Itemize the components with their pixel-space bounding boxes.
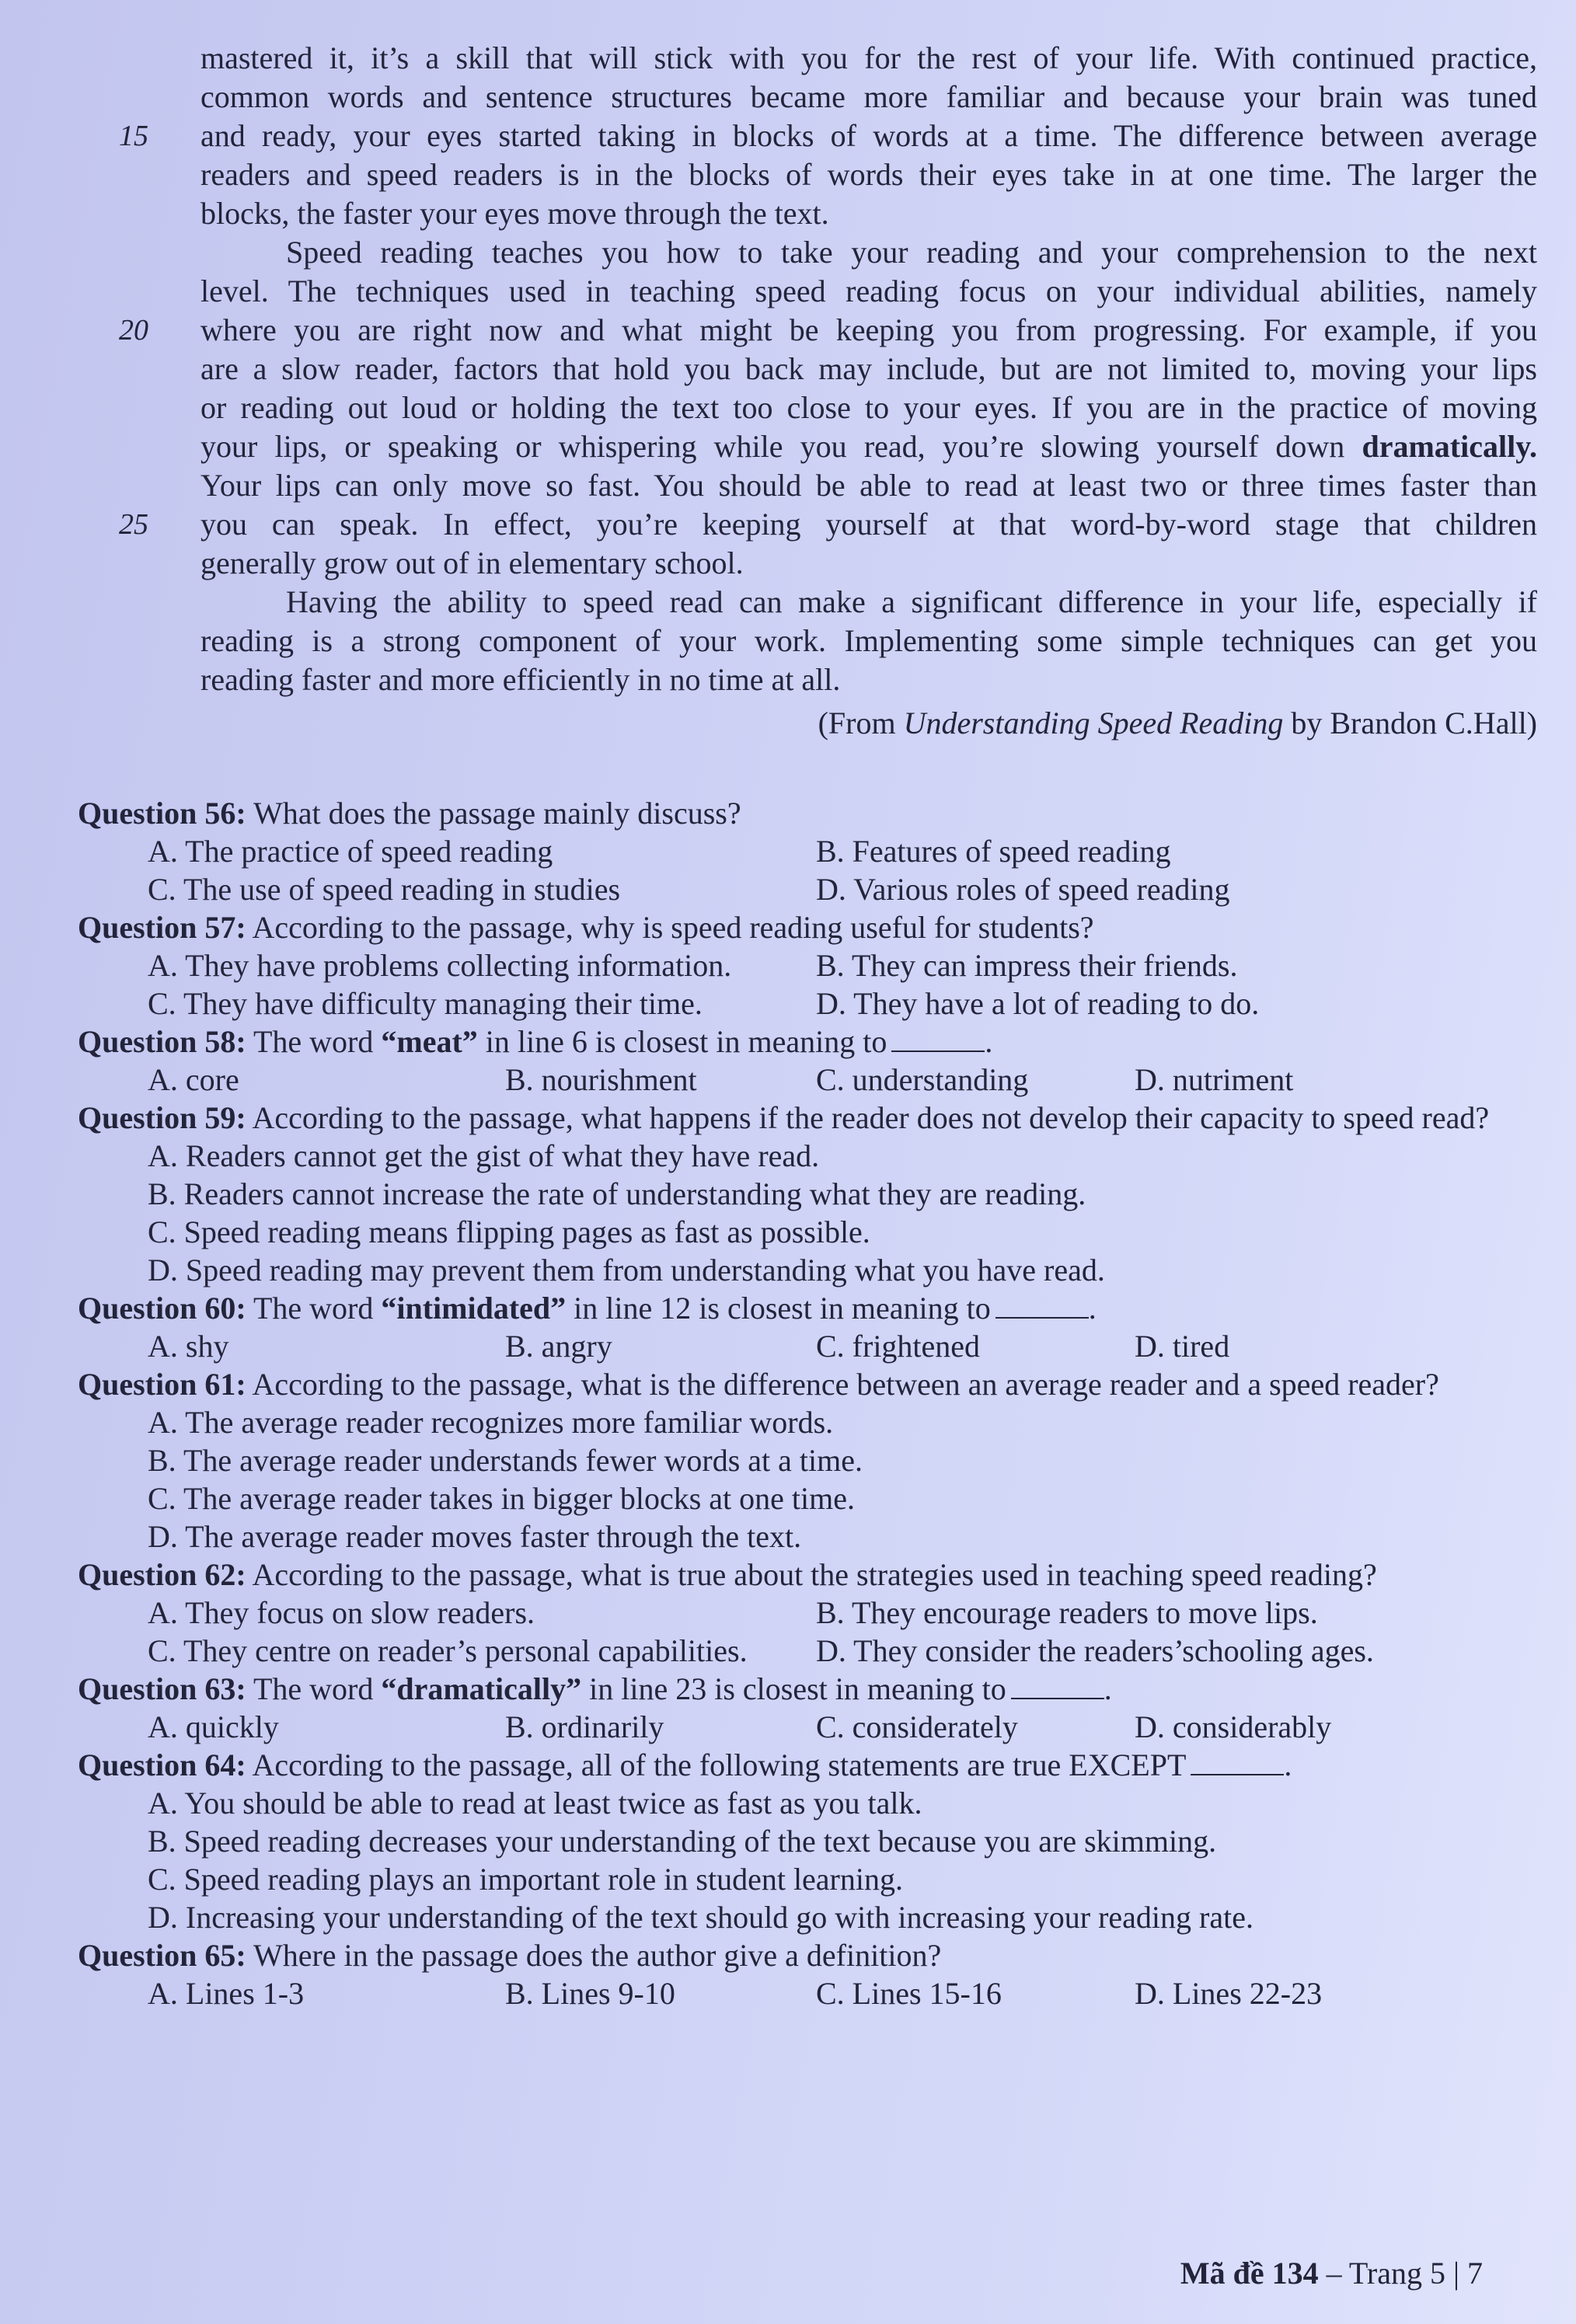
answer-option: C. The average reader takes in bigger blocks at one time.: [148, 1481, 856, 1516]
question-list: [78, 794, 1508, 2012]
answer-option: B. Lines 9-10: [505, 1976, 675, 2011]
question-text: The word “intimidated” in line 12 is closest in meaning to: [253, 1291, 991, 1326]
passage-line: [119, 117, 1537, 155]
answer-option: B. nourishment: [505, 1062, 697, 1097]
question: [78, 1670, 1508, 1746]
question-text: What does the passage mainly discuss?: [253, 796, 741, 831]
question-text: According to the passage, what is the difference between an average reader and a speed reader?: [252, 1367, 1439, 1402]
question-stem: [78, 1365, 1508, 1403]
question: [78, 794, 1508, 908]
question-number: Question 62:: [78, 1557, 246, 1592]
passage-line: [200, 660, 1537, 699]
answer-options: [78, 946, 1508, 1023]
answer-option: D. Various roles of speed reading: [816, 872, 1230, 907]
passage-text: where you are right now and what might be keeping you from progressing. For example, if you: [200, 312, 1537, 347]
passage-line: [200, 583, 1537, 622]
answer-option: A. Lines 1-3: [148, 1976, 305, 2011]
passage-text: Having the ability to speed read can make a significant difference in your life, especially if: [286, 584, 1537, 619]
line-number: 20: [119, 314, 148, 347]
answer-option: B. Readers cannot increase the rate of understanding what they are reading.: [148, 1176, 1086, 1211]
passage-text: generally grow out of in elementary school.: [200, 545, 744, 580]
question-stem: Question 58: The word “meat” in line 6 is closest in meaning to .: [78, 1024, 993, 1059]
passage-text: Speed reading teaches you how to take your reading and your comprehension to the next: [286, 235, 1537, 270]
passage-line: [200, 388, 1537, 427]
answer-option: A. core: [148, 1062, 239, 1097]
answer-option: C. Speed reading means flipping pages as fast as possible.: [148, 1214, 870, 1249]
passage-line: [200, 272, 1537, 311]
passage-text: readers and speed readers is in the blocks of words their eyes take in at one time. The larger the: [200, 157, 1537, 192]
passage-line: [200, 466, 1537, 505]
question-text: The word “meat” in line 6 is closest in meaning to: [253, 1024, 887, 1059]
question-number: Question 60:: [78, 1291, 246, 1326]
question-text: According to the passage, what happens if the reader does not develop their capacity to speed read?: [252, 1100, 1490, 1135]
source-title: Understanding Speed Reading: [903, 706, 1284, 740]
answer-option: D. They have a lot of reading to do.: [816, 986, 1260, 1021]
answer-option: B. ordinarily: [505, 1709, 664, 1744]
answer-blank: [891, 1027, 985, 1052]
exam-code: Mã đề 134: [1180, 2256, 1319, 2291]
answer-options: [78, 1403, 1508, 1556]
answer-option: D. Increasing your understanding of the text should go with increasing your reading rate.: [148, 1900, 1253, 1935]
passage-line: [119, 311, 1537, 350]
answer-option: D. Lines 22-23: [1135, 1976, 1323, 2011]
passage-line: [200, 622, 1537, 660]
passage-text: are a slow reader, factors that hold you back may include, but are not limited to, moving your lips: [200, 351, 1537, 386]
line-number: 15: [119, 120, 148, 152]
question-text: Where in the passage does the author give a definition?: [253, 1938, 942, 1973]
question: [78, 1365, 1508, 1556]
answer-option: C. Lines 15-16: [816, 1976, 1002, 2011]
passage-line: [119, 505, 1537, 544]
answer-option: A. The average reader recognizes more familiar words.: [148, 1405, 834, 1440]
passage-text: or reading out loud or holding the text too close to your eyes. If you are in the practice of moving: [200, 390, 1537, 425]
question-text: The word “dramatically” in line 23 is closest in meaning to: [253, 1671, 1006, 1706]
answer-option: B. They encourage readers to move lips.: [816, 1595, 1318, 1630]
answer-option: D. They consider the readers’schooling ages.: [816, 1633, 1374, 1668]
line-number: 25: [119, 508, 148, 541]
answer-option: B. They can impress their friends.: [816, 948, 1238, 983]
question-stem: Question 63: The word “dramatically” in line 23 is closest in meaning to .: [78, 1671, 1112, 1706]
passage-line: [200, 544, 1537, 583]
answer-option: D. considerably: [1135, 1709, 1332, 1744]
answer-option: C. They centre on reader’s personal capabilities.: [148, 1633, 748, 1668]
answer-blank: [1011, 1674, 1104, 1699]
question: [78, 1936, 1508, 2012]
question-text: According to the passage, all of the following statements are true EXCEPT: [252, 1747, 1187, 1782]
question: [78, 1556, 1508, 1670]
answer-options: [78, 1974, 1508, 2012]
answer-option: D. The average reader moves faster through the text.: [148, 1519, 802, 1554]
answer-option: A. quickly: [148, 1709, 279, 1744]
question-number: Question 59:: [78, 1100, 246, 1135]
answer-option: D. Speed reading may prevent them from understanding what you have read.: [148, 1253, 1105, 1287]
answer-option: B. The average reader understands fewer words at a time.: [148, 1443, 863, 1478]
passage-text: reading is a strong component of your work. Implementing some simple techniques can get you: [200, 623, 1537, 658]
answer-option: C. Speed reading plays an important role in student learning.: [148, 1862, 903, 1897]
passage-line: [200, 39, 1537, 78]
reading-passage: [119, 39, 1537, 743]
question-number: Question 58:: [78, 1024, 246, 1059]
answer-blank: [995, 1294, 1089, 1319]
answer-option: A. You should be able to read at least twice as fast as you talk.: [148, 1786, 922, 1821]
passage-source: [200, 704, 1537, 743]
question-number: Question 61:: [78, 1367, 246, 1402]
question-stem: [78, 1556, 1508, 1594]
passage-text: mastered it, it’s a skill that will stick with you for the rest of your life. With continued practice,: [200, 40, 1537, 75]
question-stem: [78, 1936, 1508, 1974]
passage-text: reading faster and more efficiently in no time at all.: [200, 662, 841, 697]
answer-option: C. considerately: [816, 1709, 1018, 1744]
answer-option: B. Features of speed reading: [816, 834, 1171, 869]
question-number: Question 56:: [78, 796, 246, 831]
answer-option: B. Speed reading decreases your understanding of the text because you are skimming.: [148, 1824, 1217, 1859]
question-text: According to the passage, what is true about the strategies used in teaching speed reading?: [252, 1557, 1377, 1592]
page-number: – Trang 5 | 7: [1318, 2256, 1483, 2291]
question-number: Question 64:: [78, 1747, 246, 1782]
answer-option: D. nutriment: [1135, 1062, 1294, 1097]
answer-options: [78, 1327, 1508, 1365]
passage-line: [200, 233, 1537, 272]
answer-option: A. They focus on slow readers.: [148, 1595, 535, 1630]
question-number: Question 63:: [78, 1671, 246, 1706]
passage-line: [200, 78, 1537, 117]
passage-text: blocks, the faster your eyes move through the text.: [200, 196, 829, 231]
answer-option: D. tired: [1135, 1329, 1230, 1364]
question-stem: [78, 1099, 1508, 1137]
answer-option: A. shy: [148, 1329, 229, 1364]
answer-options: [78, 1061, 1508, 1099]
passage-text: Your lips can only move so fast. You should be able to read at least two or three times faster than: [200, 468, 1537, 503]
question: [78, 1023, 1508, 1099]
answer-option: C. understanding: [816, 1062, 1029, 1097]
question-text: According to the passage, why is speed reading useful for students?: [252, 910, 1094, 945]
question: [78, 1099, 1508, 1289]
page-footer: [1180, 2255, 1483, 2291]
answer-options: [78, 832, 1508, 908]
answer-option: B. angry: [505, 1329, 612, 1364]
answer-option: C. They have difficulty managing their time.: [148, 986, 703, 1021]
answer-option: C. The use of speed reading in studies: [148, 872, 621, 907]
answer-options: [78, 1594, 1508, 1670]
passage-text: you can speak. In effect, you’re keeping yourself at that word-by-word stage that children: [200, 507, 1537, 542]
answer-option: A. They have problems collecting information.: [148, 948, 732, 983]
question: [78, 908, 1508, 1023]
answer-option: A. The practice of speed reading: [148, 834, 553, 869]
passage-text: your lips, or speaking or whispering while you read, you’re slowing yourself down dramatically.: [200, 429, 1537, 464]
question-stem: [78, 908, 1508, 946]
question-stem: Question 60: The word “intimidated” in line 12 is closest in meaning to .: [78, 1291, 1097, 1326]
passage-text: common words and sentence structures became more familiar and because your brain was tuned: [200, 79, 1537, 114]
passage-line: [200, 155, 1537, 194]
passage-text: level. The techniques used in teaching speed reading focus on your individual abilities, namely: [200, 274, 1537, 308]
answer-options: [78, 1708, 1508, 1746]
answer-blank: [1191, 1751, 1284, 1775]
answer-options: [78, 1137, 1508, 1289]
passage-line: [200, 427, 1537, 466]
passage-text: and ready, your eyes started taking in blocks of words at a time. The difference between average: [200, 118, 1537, 153]
question: [78, 1746, 1508, 1936]
question-number: Question 57:: [78, 910, 246, 945]
answer-options: [78, 1784, 1508, 1936]
question-number: Question 65:: [78, 1938, 246, 1973]
answer-option: A. Readers cannot get the gist of what they have read.: [148, 1138, 820, 1173]
question-stem: [78, 794, 1508, 832]
question: [78, 1289, 1508, 1365]
question-stem: Question 64: According to the passage, all of the following statements are true EXCEPT .: [78, 1747, 1292, 1782]
answer-option: C. frightened: [816, 1329, 981, 1364]
source-prefix: (From: [818, 706, 904, 740]
passage-line: [200, 350, 1537, 388]
source-author: by Brandon C.Hall): [1283, 706, 1537, 740]
passage-line: [200, 194, 1537, 233]
